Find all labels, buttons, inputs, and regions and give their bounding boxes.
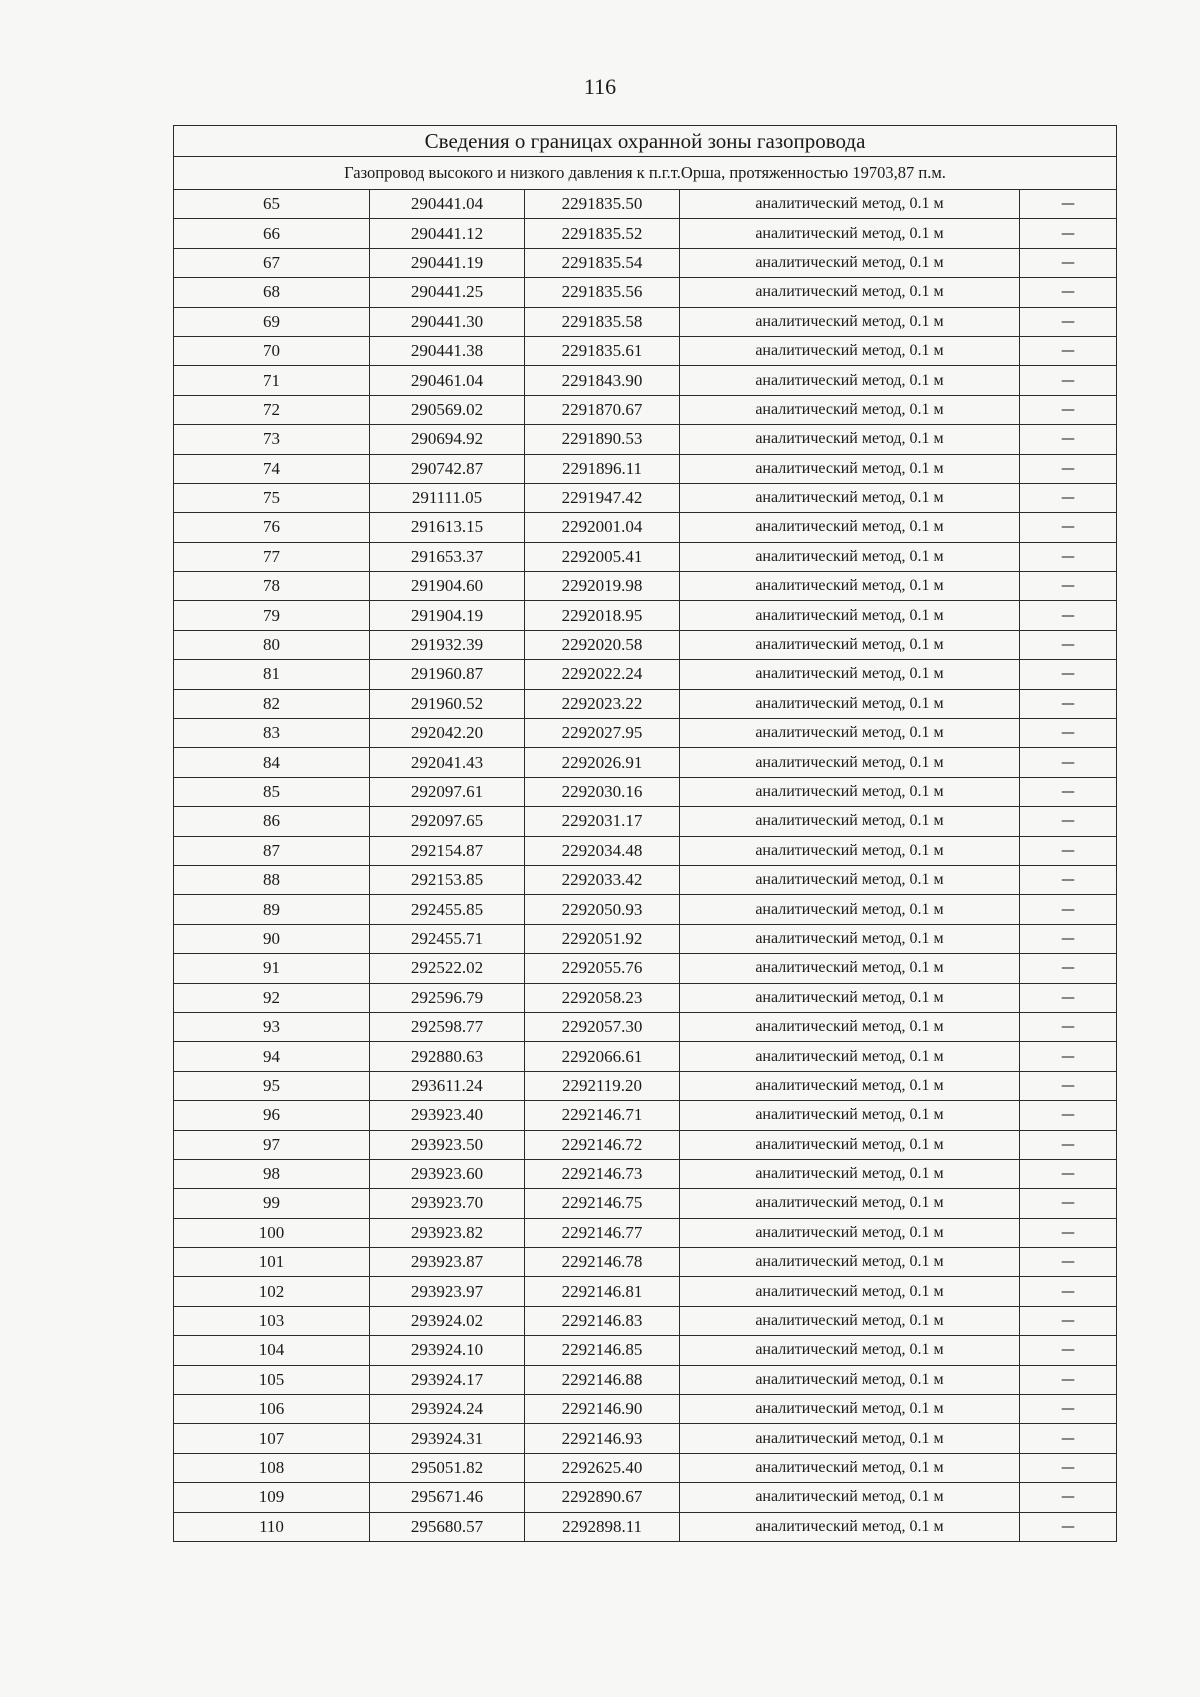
note-cell: — — [1020, 1336, 1117, 1365]
table-row — [174, 924, 1117, 953]
table-body — [174, 126, 1117, 1542]
table-row — [174, 1101, 1117, 1130]
point-number-cell: 98 — [174, 1159, 370, 1188]
note-cell: — — [1020, 1130, 1117, 1159]
point-number-cell: 106 — [174, 1395, 370, 1424]
method-cell: аналитический метод, 0.1 м — [680, 1277, 1020, 1306]
x-coordinate-cell: 291960.87 — [370, 660, 525, 689]
point-number-cell: 78 — [174, 572, 370, 601]
table-subtitle-row — [174, 157, 1117, 190]
y-coordinate-cell: 2292055.76 — [525, 954, 680, 983]
note-cell: — — [1020, 1365, 1117, 1394]
x-coordinate-cell: 290441.04 — [370, 190, 525, 219]
point-number-cell: 96 — [174, 1101, 370, 1130]
table-row — [174, 219, 1117, 248]
y-coordinate-cell: 2291835.52 — [525, 219, 680, 248]
point-number-cell: 73 — [174, 425, 370, 454]
note-cell: — — [1020, 425, 1117, 454]
x-coordinate-cell: 293924.02 — [370, 1306, 525, 1335]
method-cell: аналитический метод, 0.1 м — [680, 895, 1020, 924]
method-cell: аналитический метод, 0.1 м — [680, 1130, 1020, 1159]
y-coordinate-cell: 2292890.67 — [525, 1483, 680, 1512]
table-title: Сведения о границах охранной зоны газопровода — [174, 126, 1117, 157]
x-coordinate-cell: 293923.70 — [370, 1189, 525, 1218]
point-number-cell: 102 — [174, 1277, 370, 1306]
x-coordinate-cell: 292455.71 — [370, 924, 525, 953]
x-coordinate-cell: 292455.85 — [370, 895, 525, 924]
point-number-cell: 89 — [174, 895, 370, 924]
method-cell: аналитический метод, 0.1 м — [680, 1071, 1020, 1100]
point-number-cell: 80 — [174, 630, 370, 659]
note-cell: — — [1020, 777, 1117, 806]
y-coordinate-cell: 2292019.98 — [525, 572, 680, 601]
y-coordinate-cell: 2292034.48 — [525, 836, 680, 865]
y-coordinate-cell: 2292001.04 — [525, 513, 680, 542]
table-row — [174, 1277, 1117, 1306]
point-number-cell: 108 — [174, 1453, 370, 1482]
x-coordinate-cell: 292598.77 — [370, 1012, 525, 1041]
point-number-cell: 72 — [174, 395, 370, 424]
y-coordinate-cell: 2292022.24 — [525, 660, 680, 689]
note-cell: — — [1020, 454, 1117, 483]
point-number-cell: 90 — [174, 924, 370, 953]
note-cell: — — [1020, 278, 1117, 307]
method-cell: аналитический метод, 0.1 м — [680, 190, 1020, 219]
point-number-cell: 92 — [174, 983, 370, 1012]
point-number-cell: 66 — [174, 219, 370, 248]
y-coordinate-cell: 2292146.88 — [525, 1365, 680, 1394]
y-coordinate-cell: 2292030.16 — [525, 777, 680, 806]
point-number-cell: 105 — [174, 1365, 370, 1394]
y-coordinate-cell: 2292146.78 — [525, 1248, 680, 1277]
method-cell: аналитический метод, 0.1 м — [680, 1483, 1020, 1512]
y-coordinate-cell: 2292058.23 — [525, 983, 680, 1012]
note-cell: — — [1020, 630, 1117, 659]
y-coordinate-cell: 2291843.90 — [525, 366, 680, 395]
method-cell: аналитический метод, 0.1 м — [680, 542, 1020, 571]
x-coordinate-cell: 291653.37 — [370, 542, 525, 571]
y-coordinate-cell: 2292027.95 — [525, 719, 680, 748]
point-number-cell: 95 — [174, 1071, 370, 1100]
method-cell: аналитический метод, 0.1 м — [680, 336, 1020, 365]
note-cell: — — [1020, 1277, 1117, 1306]
table-row — [174, 366, 1117, 395]
x-coordinate-cell: 290441.38 — [370, 336, 525, 365]
note-cell: — — [1020, 1042, 1117, 1071]
x-coordinate-cell: 295051.82 — [370, 1453, 525, 1482]
x-coordinate-cell: 293923.97 — [370, 1277, 525, 1306]
y-coordinate-cell: 2292005.41 — [525, 542, 680, 571]
point-number-cell: 68 — [174, 278, 370, 307]
note-cell: — — [1020, 1012, 1117, 1041]
method-cell: аналитический метод, 0.1 м — [680, 807, 1020, 836]
method-cell: аналитический метод, 0.1 м — [680, 1101, 1020, 1130]
x-coordinate-cell: 291613.15 — [370, 513, 525, 542]
note-cell: — — [1020, 190, 1117, 219]
table-row — [174, 1042, 1117, 1071]
note-cell: — — [1020, 1395, 1117, 1424]
table-row — [174, 454, 1117, 483]
point-number-cell: 81 — [174, 660, 370, 689]
method-cell: аналитический метод, 0.1 м — [680, 1042, 1020, 1071]
method-cell: аналитический метод, 0.1 м — [680, 836, 1020, 865]
method-cell: аналитический метод, 0.1 м — [680, 865, 1020, 894]
y-coordinate-cell: 2292119.20 — [525, 1071, 680, 1100]
table-row — [174, 572, 1117, 601]
point-number-cell: 103 — [174, 1306, 370, 1335]
x-coordinate-cell: 290441.12 — [370, 219, 525, 248]
x-coordinate-cell: 290694.92 — [370, 425, 525, 454]
x-coordinate-cell: 292596.79 — [370, 983, 525, 1012]
point-number-cell: 86 — [174, 807, 370, 836]
point-number-cell: 76 — [174, 513, 370, 542]
x-coordinate-cell: 295680.57 — [370, 1512, 525, 1541]
point-number-cell: 82 — [174, 689, 370, 718]
x-coordinate-cell: 293923.60 — [370, 1159, 525, 1188]
method-cell: аналитический метод, 0.1 м — [680, 630, 1020, 659]
x-coordinate-cell: 291904.60 — [370, 572, 525, 601]
method-cell: аналитический метод, 0.1 м — [680, 601, 1020, 630]
note-cell: — — [1020, 1101, 1117, 1130]
point-number-cell: 65 — [174, 190, 370, 219]
x-coordinate-cell: 290569.02 — [370, 395, 525, 424]
x-coordinate-cell: 293923.50 — [370, 1130, 525, 1159]
table-row — [174, 983, 1117, 1012]
x-coordinate-cell: 292880.63 — [370, 1042, 525, 1071]
point-number-cell: 87 — [174, 836, 370, 865]
method-cell: аналитический метод, 0.1 м — [680, 954, 1020, 983]
note-cell: — — [1020, 719, 1117, 748]
table-row — [174, 542, 1117, 571]
point-number-cell: 70 — [174, 336, 370, 365]
x-coordinate-cell: 291904.19 — [370, 601, 525, 630]
y-coordinate-cell: 2292146.77 — [525, 1218, 680, 1247]
table-row — [174, 895, 1117, 924]
method-cell: аналитический метод, 0.1 м — [680, 1248, 1020, 1277]
point-number-cell: 79 — [174, 601, 370, 630]
x-coordinate-cell: 295671.46 — [370, 1483, 525, 1512]
x-coordinate-cell: 291960.52 — [370, 689, 525, 718]
method-cell: аналитический метод, 0.1 м — [680, 1218, 1020, 1247]
method-cell: аналитический метод, 0.1 м — [680, 748, 1020, 777]
y-coordinate-cell: 2292050.93 — [525, 895, 680, 924]
y-coordinate-cell: 2292020.58 — [525, 630, 680, 659]
y-coordinate-cell: 2292051.92 — [525, 924, 680, 953]
method-cell: аналитический метод, 0.1 м — [680, 248, 1020, 277]
note-cell: — — [1020, 865, 1117, 894]
x-coordinate-cell: 290441.30 — [370, 307, 525, 336]
x-coordinate-cell: 292097.65 — [370, 807, 525, 836]
note-cell: — — [1020, 1248, 1117, 1277]
x-coordinate-cell: 290441.25 — [370, 278, 525, 307]
x-coordinate-cell: 291111.05 — [370, 483, 525, 512]
method-cell: аналитический метод, 0.1 м — [680, 1159, 1020, 1188]
note-cell: — — [1020, 1483, 1117, 1512]
point-number-cell: 71 — [174, 366, 370, 395]
method-cell: аналитический метод, 0.1 м — [680, 454, 1020, 483]
note-cell: — — [1020, 219, 1117, 248]
y-coordinate-cell: 2291835.56 — [525, 278, 680, 307]
y-coordinate-cell: 2292146.85 — [525, 1336, 680, 1365]
y-coordinate-cell: 2292146.83 — [525, 1306, 680, 1335]
x-coordinate-cell: 293924.17 — [370, 1365, 525, 1394]
x-coordinate-cell: 292154.87 — [370, 836, 525, 865]
note-cell: — — [1020, 1306, 1117, 1335]
method-cell: аналитический метод, 0.1 м — [680, 660, 1020, 689]
table-row — [174, 1512, 1117, 1541]
point-number-cell: 84 — [174, 748, 370, 777]
x-coordinate-cell: 290742.87 — [370, 454, 525, 483]
note-cell: — — [1020, 689, 1117, 718]
y-coordinate-cell: 2292898.11 — [525, 1512, 680, 1541]
table-row — [174, 1336, 1117, 1365]
table-row — [174, 483, 1117, 512]
note-cell: — — [1020, 366, 1117, 395]
point-number-cell: 83 — [174, 719, 370, 748]
point-number-cell: 67 — [174, 248, 370, 277]
table-row — [174, 395, 1117, 424]
note-cell: — — [1020, 807, 1117, 836]
table-row — [174, 513, 1117, 542]
point-number-cell: 107 — [174, 1424, 370, 1453]
method-cell: аналитический метод, 0.1 м — [680, 1189, 1020, 1218]
method-cell: аналитический метод, 0.1 м — [680, 1453, 1020, 1482]
table-row — [174, 1453, 1117, 1482]
y-coordinate-cell: 2292146.90 — [525, 1395, 680, 1424]
x-coordinate-cell: 292041.43 — [370, 748, 525, 777]
y-coordinate-cell: 2291835.58 — [525, 307, 680, 336]
table-row — [174, 425, 1117, 454]
table-row — [174, 1248, 1117, 1277]
point-number-cell: 74 — [174, 454, 370, 483]
note-cell: — — [1020, 1159, 1117, 1188]
point-number-cell: 91 — [174, 954, 370, 983]
method-cell: аналитический метод, 0.1 м — [680, 777, 1020, 806]
boundary-coordinates-table — [173, 125, 1117, 1542]
table-row — [174, 660, 1117, 689]
note-cell: — — [1020, 924, 1117, 953]
x-coordinate-cell: 293611.24 — [370, 1071, 525, 1100]
table-row — [174, 1365, 1117, 1394]
x-coordinate-cell: 293923.82 — [370, 1218, 525, 1247]
point-number-cell: 69 — [174, 307, 370, 336]
x-coordinate-cell: 293924.31 — [370, 1424, 525, 1453]
x-coordinate-cell: 291932.39 — [370, 630, 525, 659]
y-coordinate-cell: 2292018.95 — [525, 601, 680, 630]
table-row — [174, 836, 1117, 865]
note-cell: — — [1020, 513, 1117, 542]
table-row — [174, 601, 1117, 630]
method-cell: аналитический метод, 0.1 м — [680, 983, 1020, 1012]
y-coordinate-cell: 2291890.53 — [525, 425, 680, 454]
y-coordinate-cell: 2292033.42 — [525, 865, 680, 894]
x-coordinate-cell: 292097.61 — [370, 777, 525, 806]
point-number-cell: 100 — [174, 1218, 370, 1247]
table-row — [174, 807, 1117, 836]
table-row — [174, 719, 1117, 748]
table-row — [174, 1483, 1117, 1512]
note-cell: — — [1020, 748, 1117, 777]
method-cell: аналитический метод, 0.1 м — [680, 924, 1020, 953]
method-cell: аналитический метод, 0.1 м — [680, 219, 1020, 248]
method-cell: аналитический метод, 0.1 м — [680, 395, 1020, 424]
y-coordinate-cell: 2291835.54 — [525, 248, 680, 277]
y-coordinate-cell: 2292146.71 — [525, 1101, 680, 1130]
table-row — [174, 1012, 1117, 1041]
table-row — [174, 1395, 1117, 1424]
note-cell: — — [1020, 836, 1117, 865]
method-cell: аналитический метод, 0.1 м — [680, 366, 1020, 395]
page-number: 116 — [583, 74, 617, 99]
table-row — [174, 190, 1117, 219]
y-coordinate-cell: 2292625.40 — [525, 1453, 680, 1482]
y-coordinate-cell: 2292066.61 — [525, 1042, 680, 1071]
y-coordinate-cell: 2292146.75 — [525, 1189, 680, 1218]
method-cell: аналитический метод, 0.1 м — [680, 513, 1020, 542]
x-coordinate-cell: 290441.19 — [370, 248, 525, 277]
note-cell: — — [1020, 983, 1117, 1012]
table-row — [174, 1218, 1117, 1247]
note-cell: — — [1020, 660, 1117, 689]
method-cell: аналитический метод, 0.1 м — [680, 689, 1020, 718]
y-coordinate-cell: 2291870.67 — [525, 395, 680, 424]
note-cell: — — [1020, 1424, 1117, 1453]
table-row — [174, 865, 1117, 894]
method-cell: аналитический метод, 0.1 м — [680, 307, 1020, 336]
point-number-cell: 77 — [174, 542, 370, 571]
x-coordinate-cell: 292042.20 — [370, 719, 525, 748]
point-number-cell: 104 — [174, 1336, 370, 1365]
method-cell: аналитический метод, 0.1 м — [680, 572, 1020, 601]
x-coordinate-cell: 293924.10 — [370, 1336, 525, 1365]
y-coordinate-cell: 2292026.91 — [525, 748, 680, 777]
point-number-cell: 97 — [174, 1130, 370, 1159]
table-subtitle: Газопровод высокого и низкого давления к п.г.т.Орша, протяженностью 19703,87 п.м. — [174, 157, 1117, 190]
y-coordinate-cell: 2291896.11 — [525, 454, 680, 483]
y-coordinate-cell: 2292146.72 — [525, 1130, 680, 1159]
note-cell: — — [1020, 954, 1117, 983]
x-coordinate-cell: 292522.02 — [370, 954, 525, 983]
method-cell: аналитический метод, 0.1 м — [680, 1012, 1020, 1041]
table-title-row — [174, 126, 1117, 157]
table-row — [174, 1189, 1117, 1218]
note-cell: — — [1020, 1218, 1117, 1247]
note-cell: — — [1020, 542, 1117, 571]
method-cell: аналитический метод, 0.1 м — [680, 1336, 1020, 1365]
x-coordinate-cell: 293923.87 — [370, 1248, 525, 1277]
method-cell: аналитический метод, 0.1 м — [680, 425, 1020, 454]
point-number-cell: 94 — [174, 1042, 370, 1071]
point-number-cell: 99 — [174, 1189, 370, 1218]
x-coordinate-cell: 290461.04 — [370, 366, 525, 395]
y-coordinate-cell: 2291947.42 — [525, 483, 680, 512]
method-cell: аналитический метод, 0.1 м — [680, 1306, 1020, 1335]
method-cell: аналитический метод, 0.1 м — [680, 278, 1020, 307]
table-row — [174, 954, 1117, 983]
table-row — [174, 307, 1117, 336]
point-number-cell: 85 — [174, 777, 370, 806]
table-row — [174, 278, 1117, 307]
y-coordinate-cell: 2291835.50 — [525, 190, 680, 219]
table-row — [174, 748, 1117, 777]
x-coordinate-cell: 293923.40 — [370, 1101, 525, 1130]
method-cell: аналитический метод, 0.1 м — [680, 1424, 1020, 1453]
note-cell: — — [1020, 895, 1117, 924]
method-cell: аналитический метод, 0.1 м — [680, 1512, 1020, 1541]
y-coordinate-cell: 2292031.17 — [525, 807, 680, 836]
note-cell: — — [1020, 1512, 1117, 1541]
table-row — [174, 1130, 1117, 1159]
note-cell: — — [1020, 572, 1117, 601]
table-row — [174, 336, 1117, 365]
method-cell: аналитический метод, 0.1 м — [680, 1395, 1020, 1424]
point-number-cell: 109 — [174, 1483, 370, 1512]
x-coordinate-cell: 293924.24 — [370, 1395, 525, 1424]
table-row — [174, 1159, 1117, 1188]
point-number-cell: 88 — [174, 865, 370, 894]
note-cell: — — [1020, 483, 1117, 512]
note-cell: — — [1020, 1189, 1117, 1218]
note-cell: — — [1020, 1071, 1117, 1100]
point-number-cell: 110 — [174, 1512, 370, 1541]
table-row — [174, 1424, 1117, 1453]
y-coordinate-cell: 2292146.73 — [525, 1159, 680, 1188]
point-number-cell: 75 — [174, 483, 370, 512]
table-row — [174, 248, 1117, 277]
note-cell: — — [1020, 395, 1117, 424]
table-row — [174, 689, 1117, 718]
note-cell: — — [1020, 601, 1117, 630]
note-cell: — — [1020, 248, 1117, 277]
method-cell: аналитический метод, 0.1 м — [680, 719, 1020, 748]
y-coordinate-cell: 2292146.93 — [525, 1424, 680, 1453]
table-row — [174, 1071, 1117, 1100]
point-number-cell: 93 — [174, 1012, 370, 1041]
y-coordinate-cell: 2292057.30 — [525, 1012, 680, 1041]
table-row — [174, 1306, 1117, 1335]
y-coordinate-cell: 2291835.61 — [525, 336, 680, 365]
method-cell: аналитический метод, 0.1 м — [680, 483, 1020, 512]
y-coordinate-cell: 2292023.22 — [525, 689, 680, 718]
note-cell: — — [1020, 336, 1117, 365]
note-cell: — — [1020, 307, 1117, 336]
note-cell: — — [1020, 1453, 1117, 1482]
method-cell: аналитический метод, 0.1 м — [680, 1365, 1020, 1394]
x-coordinate-cell: 292153.85 — [370, 865, 525, 894]
table-row — [174, 630, 1117, 659]
point-number-cell: 101 — [174, 1248, 370, 1277]
table-row — [174, 777, 1117, 806]
y-coordinate-cell: 2292146.81 — [525, 1277, 680, 1306]
